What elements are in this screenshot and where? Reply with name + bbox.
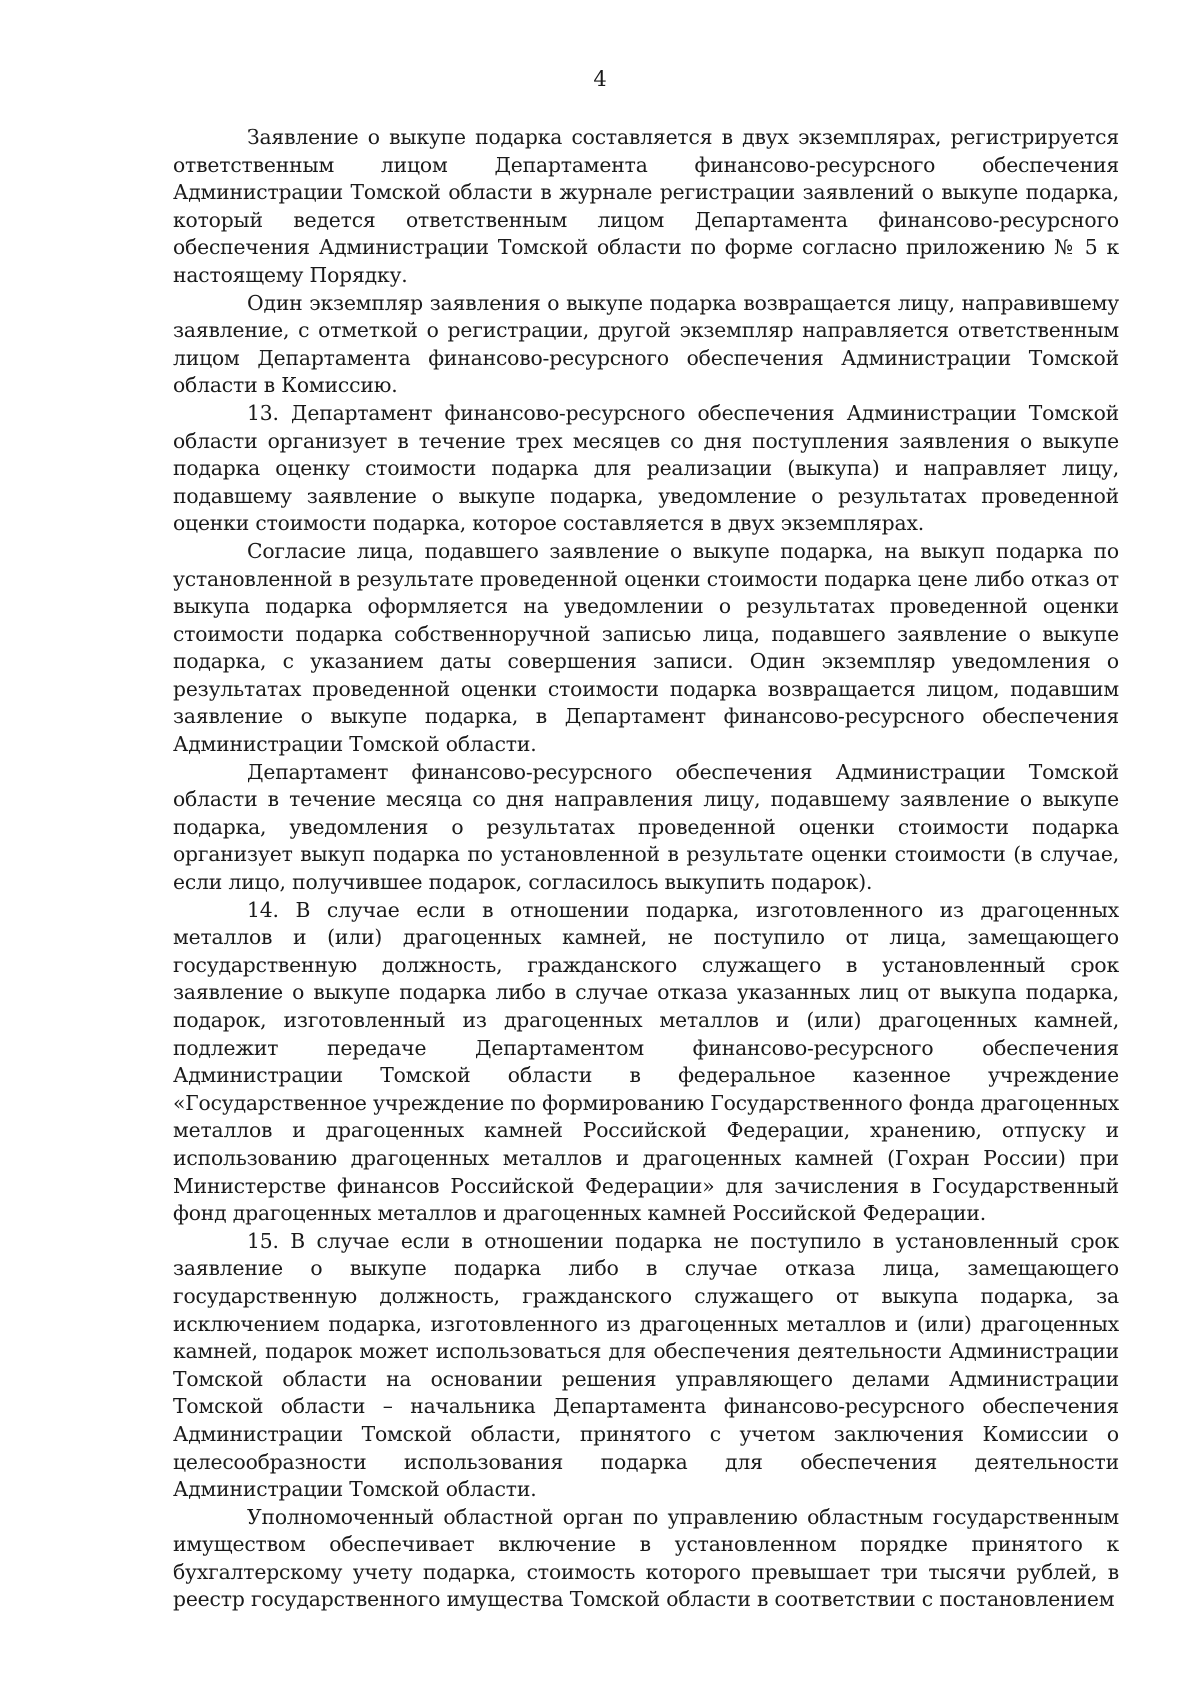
document-body	[173, 124, 1119, 1614]
paragraph-item-14: 14. В случае если в отношении подарка, изготовленного из драгоценных металлов и (или) драгоценных камней, не поступило от лица, замещающего государственную должность, гражданского служащего в установленный срок заявление о выкупе подарка либо в случае отказа указанных лиц от выкупа подарка, подарок, изготовленный из драгоценных металлов и (или) драгоценных камней, подлежит передаче Департаментом финансово-ресурсного обеспечения Администрации Томской области в федеральное казенное учреждение «Государственное учреждение по формированию Государственного фонда драгоценных металлов и драгоценных камней Российской Федерации, хранению, отпуску и использованию драгоценных металлов и драгоценных камней (Гохран России) при Министерстве финансов Российской Федерации» для зачисления в Государственный фонд драгоценных металлов и драгоценных камней Российской Федерации.	[173, 897, 1119, 1226]
paragraph-item-13: 13. Департамент финансово-ресурсного обеспечения Администрации Томской области организует в течение трех месяцев со дня поступления заявления о выкупе подарка оценку стоимости подарка для реализации (выкупа) и направляет лицу, подавшему заявление о выкупе подарка, уведомление о результатах проведенной оценки стоимости подарка, которое составляется в двух экземплярах.	[173, 400, 1119, 536]
paragraph-property-registry: Уполномоченный областной орган по управлению областным государственным имуществом обеспечивает включение в установленном порядке принятого к бухгалтерскому учету подарка, стоимость которого превышает три тысячи рублей, в реестр государственного имущества Томской области в соответствии с постановлением	[173, 1504, 1119, 1612]
paragraph-department-buyout: Департамент финансово-ресурсного обеспечения Администрации Томской области в течение месяца со дня направления лицу, подавшему заявление о выкупе подарка, уведомления о результатах проведенной оценки стоимости подарка организует выкуп подарка по установленной в результате оценки стоимости (в случае, если лицо, получившее подарок, согласилось выкупить подарок).	[173, 759, 1119, 895]
page-number: 4	[593, 67, 607, 91]
paragraph-statement-copy-return: Один экземпляр заявления о выкупе подарка возвращается лицу, направившему заявление, с отметкой о регистрации, другой экземпляр направляется ответственным лицом Департамента финансово-ресурсного обеспечения Администрации Томской области в Комиссию.	[173, 290, 1119, 398]
paragraph-item-15: 15. В случае если в отношении подарка не поступило в установленный срок заявление о выкупе подарка либо в случае отказа лица, замещающего государственную должность, гражданского служащего от выкупа подарка, за исключением подарка, изготовленного из драгоценных металлов и (или) драгоценных камней, подарок может использоваться для обеспечения деятельности Администрации Томской области на основании решения управляющего делами Администрации Томской области – начальника Департамента финансово-ресурсного обеспечения Администрации Томской области, принятого с учетом заключения Комиссии о целесообразности использования подарка для обеспечения деятельности Администрации Томской области.	[173, 1228, 1119, 1502]
paragraph-consent: Согласие лица, подавшего заявление о выкупе подарка, на выкуп подарка по установленной в результате проведенной оценки стоимости подарка цене либо отказ от выкупа подарка оформляется на уведомлении о результатах проведенной оценки стоимости подарка собственноручной записью лица, подавшего заявление о выкупе подарка, с указанием даты совершения записи. Один экземпляр уведомления о результатах проведенной оценки стоимости подарка возвращается лицом, подавшим заявление о выкупе подарка, в Департамент финансово-ресурсного обеспечения Администрации Томской области.	[173, 538, 1119, 757]
paragraph-statement-registration: Заявление о выкупе подарка составляется в двух экземплярах, регистрируется ответственным лицом Департамента финансово-ресурсного обеспечения Администрации Томской области в журнале регистрации заявлений о выкупе подарка, который ведется ответственным лицом Департамента финансово-ресурсного обеспечения Администрации Томской области по форме согласно приложению № 5 к настоящему Порядку.	[173, 125, 1119, 287]
